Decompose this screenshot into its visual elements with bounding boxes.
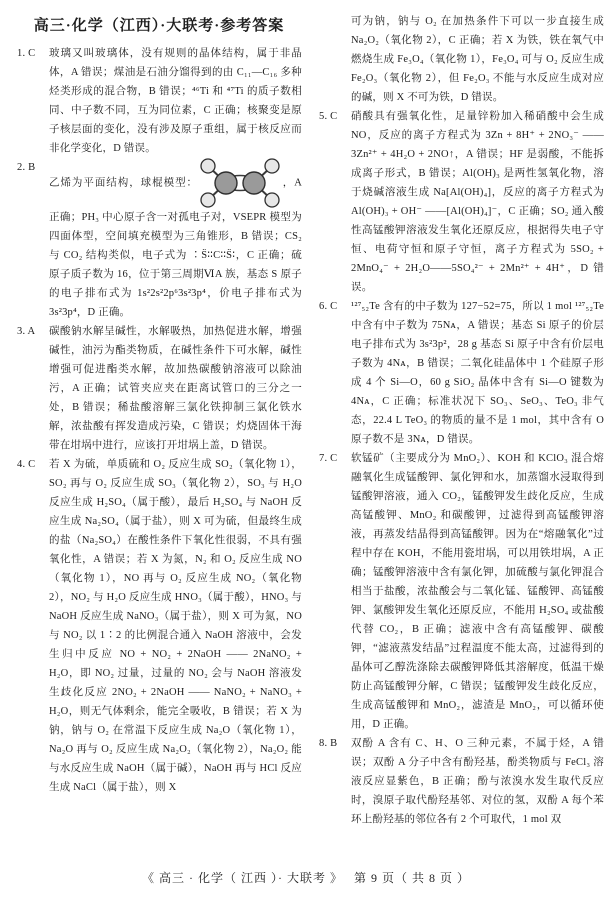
page-title: 高三·化学（江西）·大联考·参考答案 bbox=[33, 18, 285, 34]
carbon-atom bbox=[215, 172, 237, 194]
answer-text-2-before: 乙烯为平面结构，球棍模型： bbox=[49, 177, 198, 189]
answer-text-2-after: ，A 正确；PH₃ 中心原子含一对孤电子对，VSEPR 模型为四面体型，空间填充模型为三角锥形，B 错误；CS₂ 与 CO₂ 结构类似，电子式为 ∶S̈∶∶C∶∶S̈∶，C 正确；硫原子质子数为 16，位于第三周期ⅥA 族，基态 S 原子的电子排布式为 1s²2s²2p⁶3s²3p⁴，价电子排布式为 3s²3p⁴，D 正确。 bbox=[49, 177, 303, 318]
footer-text: 《 高三 · 化学（ 江西 ）· 大联考 》 第 9 页（ 共 8 页 ） bbox=[142, 871, 470, 885]
answer-number-8: 8. B bbox=[319, 738, 338, 749]
answer-item-2 bbox=[16, 158, 302, 322]
answer-number-2: 2. B bbox=[17, 162, 36, 173]
answer-text-4-right: 可为钠，钠与 O₂ 在加热条件下可以一步直接生成 Na₂O₂（氧化物 2），C 正确；若 X 为铁，铁在氧气中燃烧生成 Fe₃O₄（氧化物 1），Fe₃O₄ 可与 O₂ 反应生成 Fe₂O₃（氧化物 2），但 Fe₂O₃ 不能与水反应生成对应的碱，则 X 不可为铁，D 错误。 bbox=[351, 16, 604, 103]
answer-number-3: 3. A bbox=[17, 326, 36, 337]
answer-number-6: 6. C bbox=[319, 301, 338, 312]
answer-number-7: 7. C bbox=[319, 453, 338, 464]
hydrogen-atom bbox=[265, 159, 279, 173]
answer-text-7: 软锰矿（主要成分为 MnO₂）、KOH 和 KClO₃ 混合熔融氧化生成锰酸钾、氯化钾和水，加蒸馏水浸取得到锰酸钾溶液，通入 CO₂，锰酸钾发生歧化反应，生成高锰酸钾、MnO₂ 和碳酸钾，过滤得到高锰酸钾溶液，再蒸发结晶得到高锰酸钾。因为在“熔融氧化”过程中存在 KOH，不能用瓷坩埚，可以用铁坩埚，A 正确；锰酸钾溶液中含有氯化钾，加硫酸与氯化钾混合相当于盐酸，浓盐酸会与二氧化锰、锰酸钾、高锰酸钾、氯酸钾发生氧化还原反应，不能用 H₂SO₄ 或盐酸代替 CO₂，B 正确；滤液中含有高锰酸钾、碳酸钾，“滤液蒸发结晶”过程温度不能太高，过滤得到的晶体可乙醇洗涤除去碳酸钾降低其溶解度，低温干燥防止高锰酸钾分解，C 错误；锰酸钾发生歧化反应，生成高锰酸钾和 MnO₂，滤渣是 MnO₂，可以循环使用，D 正确。 bbox=[351, 453, 604, 730]
ethylene-ball-stick-model-icon bbox=[199, 158, 281, 208]
answer-text-5: 硝酸具有强氧化性，足量锌粉加入稀硝酸中会生成 NO，反应的离子方程式为 3Zn + 8H⁺ + 2NO₃⁻ ——3Zn²⁺ + 4H₂O + 2NO↑，A 错误；HF 是弱酸，不能拆成离子形式，B 错误；Al(OH)₃ 是两性氢氧化物，溶于烧碱溶液生成 Na[Al(OH)₄]，反应的离子方程式为 Al(OH)₃ + OH⁻ ——[Al(OH)₄]⁻，C 正确；SO₂ 通入酸性高锰酸钾溶液发生氧化还原反应，根据得失电子守恒、电荷守恒和原子守恒，离子方程式为 5SO₂ + 2MnO₄⁻ + 2H₂O——5SO₄²⁻ + 2Mn²⁺ + 4H⁺，D 错误。 bbox=[351, 111, 604, 293]
answer-item-7 bbox=[318, 449, 604, 734]
hydrogen-atom bbox=[265, 193, 279, 207]
answer-item-4-continued bbox=[318, 12, 604, 107]
answer-number-4: 4. C bbox=[17, 459, 36, 470]
hydrogen-atom bbox=[201, 159, 215, 173]
hydrogen-atom bbox=[201, 193, 215, 207]
answer-text-1: 玻璃又叫玻璃体，没有规则的晶体结构，属于非晶体，A 错误；煤油是石油分馏得到的由 C₁₁—C₁₆ 多种烃类形成的混合物，B 错误；⁴⁶Ti 和 ⁴⁷Ti 的质子数相同、中子数不同，互为同位素，C 正确；核聚变是原子核层面的变化，没有涉及原子重组，属于核反应而非化学变化，D 错误。 bbox=[49, 48, 302, 154]
left-column bbox=[16, 12, 302, 829]
answer-item-4 bbox=[16, 455, 302, 797]
answer-item-8 bbox=[318, 734, 604, 829]
answer-number-1: 1. C bbox=[17, 48, 36, 59]
answer-item-3 bbox=[16, 322, 302, 455]
answer-number-5: 5. C bbox=[319, 111, 338, 122]
answer-text-4-left: 若 X 为硫，单质硫和 O₂ 反应生成 SO₂（氧化物 1），SO₂ 再与 O₂ 反应生成 SO₃（氧化物 2），SO₃ 与 H₂O 反应生成 H₂SO₄（属于酸），最后 H₂SO₄ 与 NaOH 反应生成 Na₂SO₄（属于盐），则 X 可为硫，但最终生成的盐（Na₂SO₄）在酸性条件下氧化性很弱，不具有强氧化性，A 错误；若 X 为氮，N₂ 和 O₂ 反应生成 NO（氧化物 1），NO 再与 O₂ 反应生成 NO₂（氧化物 2），NO₂ 与 H₂O 反应生成 HNO₃（属于酸），HNO₃ 与 NaOH 反应生成 NaNO₃（属于盐），则 X 可为氮，NO 与 NO₂ 以 1∶2 的比例混合通入 NaOH 溶液中，会发生归中反应 NO + NO₂ + 2NaOH —— 2NaNO₂ + H₂O，即 NO₂ 过量，过量的 NO₂ 会与 NaOH 溶液发生歧化反应 2NO₂ + 2NaOH —— NaNO₂ + NaNO₃ + H₂O，则无气体剩余，能完全吸收，B 错误；若 X 为钠，钠与 O₂ 在常温下反应生成 Na₂O（氧化物 1），Na₂O 再与 O₂ 反应生成 Na₂O₂（氧化物 2），Na₂O₂ 能与水反应生成 NaOH（属于碱），NaOH 再与 HCl 反应生成 NaCl（属于盐），则 X bbox=[49, 459, 302, 793]
answer-text-6: ¹²⁷₅₂Te 含有的中子数为 127−52=75，所以 1 mol ¹²⁷₅₂Te 中含有中子数为 75Nᴀ，A 错误；基态 Si 原子的价层电子排布式为 3s²3p²，28 g 基态 Si 原子中含有价层电子数为 4Nᴀ，B 错误；二氧化硅晶体中 1 个硅原子形成 4 个 Si—O，60 g SiO₂ 晶体中含有 Si—O 键数为 4Nᴀ，C 正确；标准状况下 SO₃、SeO₃、TeO₃ 非气态，22.4 L TeO₃ 的物质的量不是 1 mol，其中含有 O 原子数不是 3Nᴀ，D 错误。 bbox=[351, 301, 604, 445]
right-column bbox=[318, 12, 604, 829]
carbon-atom bbox=[243, 172, 265, 194]
answer-text-3: 碳酸钠水解呈碱性，水解吸热，加热促进水解，增强碱性，油污为酯类物质，在碱性条件下可水解，碱性增强可促进酯类水解，故加热碳酸钠溶液可以除油污，A 正确；试管夹应夹在距离试管口的三分之一处，B 错误；稀盐酸溶解三氯化铁抑制三氯化铁水解，浓盐酸有挥发造成污染，C 错误；灼烧固体干海带在坩埚中进行，应该打开坩埚上盖，D 错误。 bbox=[49, 326, 302, 451]
answer-item-6 bbox=[318, 297, 604, 449]
page-footer bbox=[0, 869, 612, 886]
answer-item-1 bbox=[16, 44, 302, 158]
answer-text-8: 双酚 A 含有 C、H、O 三种元素，不属于烃，A 错误；双酚 A 分子中含有酚羟基，酚类物质与 FeCl₃ 溶液反应显紫色，B 正确；酚与浓溴水发生取代反应时，溴原子取代酚羟基邻、对位的氢，双酚 A 每个苯环上酚羟基的邻位各有 2 个可取代，1 mol 双 bbox=[351, 738, 604, 825]
answer-item-5 bbox=[318, 107, 604, 297]
